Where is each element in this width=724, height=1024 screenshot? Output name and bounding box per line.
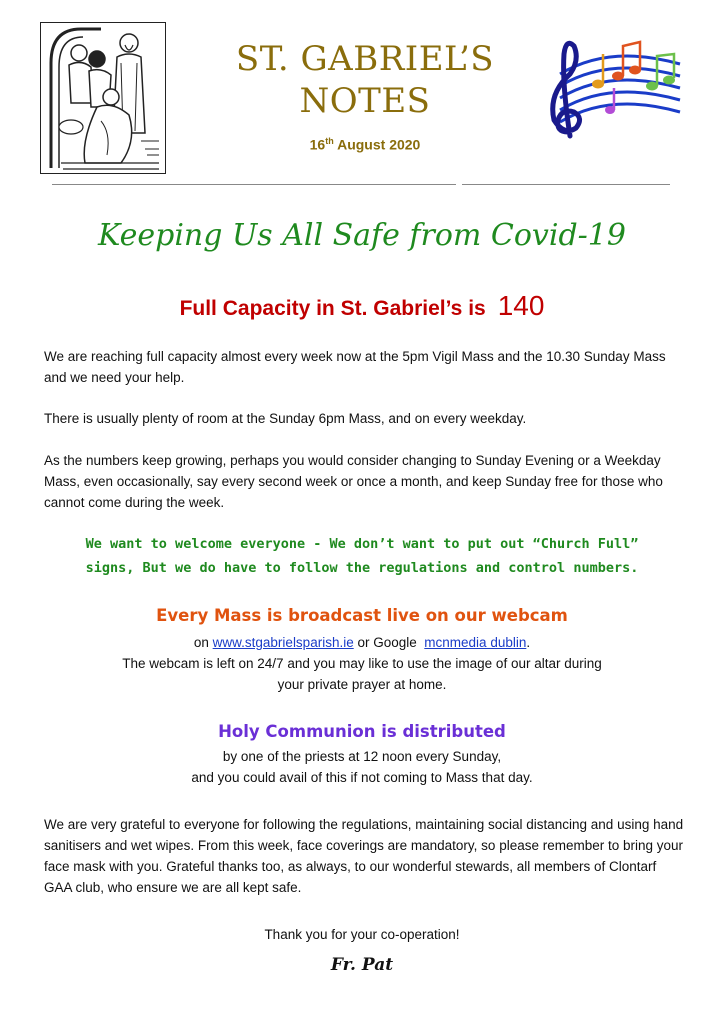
paragraph-sunday-6pm: There is usually plenty of room at the Sunday 6pm Mass, and on every weekday. <box>44 411 527 426</box>
communion-line-2: and you could avail of this if not coming to Mass that day. <box>191 770 533 785</box>
thanks-line: Thank you for your co-operation! <box>264 927 460 942</box>
paragraph-change-mass: As the numbers keep growing, perhaps you would consider changing to Sunday Evening or a Weekday Mass, even occasionally, say every second week or once a month, and keep Sunday free for those who cannot come during the week. <box>44 453 663 510</box>
divider-right <box>462 184 670 185</box>
webcam-on: on <box>193 635 209 650</box>
webcam-or-google: or Google <box>357 635 417 650</box>
communion-line-1: by one of the priests at 12 noon every Sunday, <box>222 749 502 764</box>
webcam-heading: Every Mass is broadcast live on our webcam <box>156 606 568 625</box>
divider-left <box>52 184 456 185</box>
headline: Keeping Us All Safe from Covid-19 <box>98 218 626 253</box>
mcnmedia-link[interactable]: mcnmedia dublin <box>424 635 527 650</box>
webcam-body <box>20 632 704 695</box>
date-rest: August 2020 <box>337 136 421 153</box>
parish-website-link[interactable]: www.stgabrielsparish.ie <box>212 635 354 650</box>
title-line-2: NOTES <box>299 81 431 121</box>
webcam-line-3: your private prayer at home. <box>277 677 447 692</box>
signature: Fr. Pat <box>330 955 394 975</box>
capacity-number: 140 <box>497 290 545 321</box>
capacity-line <box>20 290 704 322</box>
webcam-line-2: The webcam is left on 24/7 and you may like to use the image of our altar during <box>122 656 602 671</box>
date-suffix: th <box>325 136 334 146</box>
illustration-image <box>40 22 166 174</box>
communion-body <box>20 746 704 788</box>
welcome-line-1: We want to welcome everyone - We don’t want to put out “Church Full” <box>85 536 639 552</box>
welcome-message <box>30 532 694 580</box>
title-line-1: ST. GABRIEL’S <box>235 39 495 79</box>
paragraph-vigil-mass: We are reaching full capacity almost every week now at the 5pm Vigil Mass and the 10.30 Sunday Mass and we need your help. <box>44 349 666 385</box>
capacity-text: Full Capacity in St. Gabriel’s is <box>179 297 486 320</box>
issue-date <box>240 136 490 153</box>
webcam-period: . <box>526 635 531 650</box>
paragraph-gratitude: We are very grateful to everyone for following the regulations, maintaining social distancing and using hand sanitisers and wet wipes. From this week, face coverings are mandatory, so please remember to bring your face mask with you. Grateful thanks too, as always, to our wonderful stewards, all members of Clontarf GAA club, who ensure we are all kept safe. <box>44 817 684 895</box>
music-notes-icon <box>540 24 690 142</box>
webcam-line-1 <box>20 632 704 653</box>
communion-heading: Holy Communion is distributed <box>218 722 506 741</box>
date-day: 16 <box>309 136 326 153</box>
welcome-line-2: signs, But we do have to follow the regulations and control numbers. <box>85 560 639 576</box>
newsletter-title <box>190 38 540 122</box>
